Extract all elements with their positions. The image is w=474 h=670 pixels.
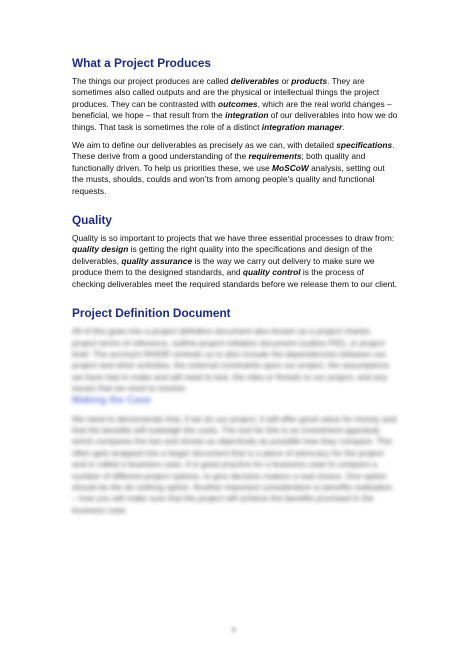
term-specifications: specifications	[336, 140, 393, 151]
term-quality-control: quality control	[242, 267, 301, 278]
term-outcomes: outcomes	[218, 98, 258, 109]
paragraph-making-the-case: We need to demonstrate that, if we do our project, it will offer good value for money and that the benefits will outweigh the costs. The tool for this is an investment appraisal, which compares the two and shows as objectively as possible how they compare. This often gets wrapped into a larger document that is a piece of advocacy for the project and is called a business case. It is good practice for a business case to compare a number of different project options, to give decision makers a real choice. One option should be the do nothing option. Another important consideration is benefits realisation – how you will make sure that the project will achieve the benefits promised in the business case.	[72, 413, 397, 515]
blurred-preview-region	[72, 326, 398, 516]
page-content	[72, 56, 398, 516]
paragraph-deliverables: The things our project produces are called deliverables or products. They are sometimes also called outputs and are the physical or intellectual things the project produces. They can be contrasted with outcomes, which are the real world changes – beneficial, we hope – that result from the integration of our deliverables into how we do things. That task is sometimes the role of a distinct integration manager.	[72, 76, 398, 132]
page-number: 6	[232, 627, 236, 634]
section-heading-project-definition-document: Project Definition Document	[72, 306, 231, 321]
paragraph-project-definition: All of this goes into a project definition document also known as a project charter, project terms of reference, outline project initiation document (outline PID), or project brief. The acronym RAIDR reminds us to also include the dependencies between our project and other activities, the external constraints upon our project, the assumptions we have had to make and will need to test, the risks or threats to our project, and any issues that we need to resolve.	[72, 326, 390, 394]
section-heading-making-the-case: Making the Case	[72, 394, 151, 406]
term-quality-assurance: quality assurance	[121, 255, 193, 266]
section-heading-quality: Quality	[72, 213, 112, 228]
term-moscow: MoSCoW	[272, 162, 309, 173]
paragraph-quality: Quality is so important to projects that we have three essential processes to draw from: quality design is getting the right quality into the specifications and design of the deliverables, quality assurance is the way we carry out delivery to make sure we produce them to the designed standards, and quality control is the process of checking deliverables meet the required standards before we release them to our client.	[72, 233, 397, 289]
term-integration-manager: integration manager	[261, 121, 343, 132]
section-heading-what-a-project-produces: What a Project Produces	[72, 56, 211, 70]
term-deliverables: deliverables	[230, 76, 280, 86]
term-quality-design: quality design	[72, 244, 129, 255]
paragraph-specifications: We aim to define our deliverables as precisely as we can, with detailed specifications. These derive from a good understanding of the requirements; both quality and functionally driven. To help us priorities these, we use MoSCoW analysis, setting out the musts, shoulds, coulds and won’ts from among people’s quality and functional requests.	[72, 140, 395, 196]
term-requirements: requirements	[248, 151, 302, 162]
term-products: products	[291, 76, 328, 86]
term-integration: integration	[225, 110, 269, 121]
